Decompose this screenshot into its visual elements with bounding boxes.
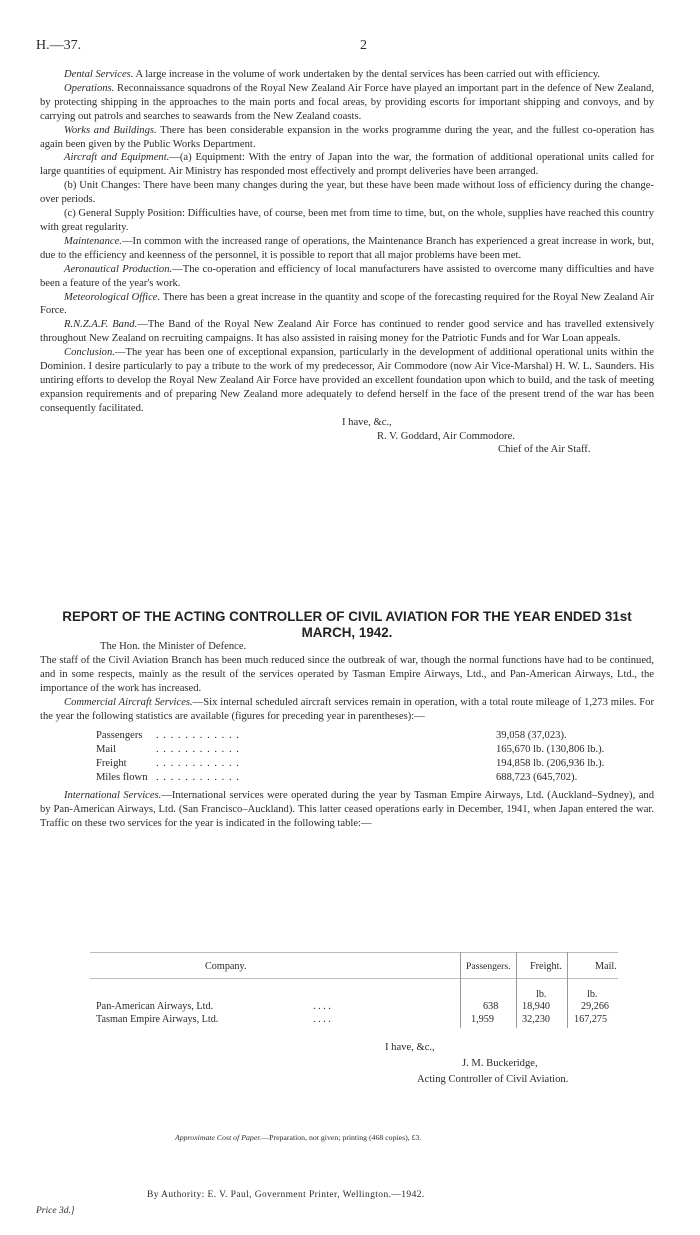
civil-aviation-signature bbox=[40, 1040, 654, 1088]
report-title: REPORT OF THE ACTING CONTROLLER OF CIVIL AVIATION FOR THE YEAR ENDED 31st MARCH, 1942. bbox=[62, 609, 632, 640]
unit-freight: lb. bbox=[536, 989, 547, 1000]
paragraph-conclusion: Conclusion.—The year has been one of exceptional expansion, particularly in the development of additional operational units within the Dominion. I desire particularly to pay a tribute to the work of my predecessor, Air Commodore (now Air Vice-Marshal) H. W. L. Saunders. His untiring efforts to develop the Royal New Zealand Air Force have provided an excellent foundation upon which to build, and the task of meeting expansion requirements and of preparing New Zealand more adequately to defend herself in the face of the present trend of the war has been consequently facilitated. bbox=[40, 347, 654, 414]
paragraph-aeronautical-production: Aeronautical Production.—The co-operation and efficiency of local manufacturers have assisted to overcome many difficulties and have been a feature of the year's work. bbox=[40, 263, 654, 289]
paragraph-international: International Services.—International services were operated during the year by Tasman Empire Airways, Ltd. (Auckland–Sydney), and by Pan-American Airways, Ltd. (San Francisco–Auckland). This latter ceased operations early in December, 1941, when Japan entered the war. Traffic on these two services for the year is indicated in the following table:— bbox=[40, 790, 654, 829]
table-row-mail: 29,266 bbox=[581, 1001, 610, 1012]
document-reference: H.—37. bbox=[36, 38, 82, 53]
price: Price 3d.] bbox=[36, 1206, 75, 1216]
table-row-dots: . . . . bbox=[313, 1014, 331, 1025]
table-row-dots: . . . . bbox=[313, 1001, 331, 1012]
table-header-passengers: Passengers. bbox=[466, 961, 511, 972]
unit-mail: lb. bbox=[587, 989, 598, 1000]
signatory: R. V. Goddard, Air Commodore. bbox=[377, 430, 515, 442]
paragraph-operations: Operations. Reconnaissance squadrons of the Royal New Zealand Air Force have played an important part in the defence of New Zealand, by protecting shipping in the approaches to the main ports and focal areas, by providing escorts for important shipping and convoys, and by carrying out patrols and searches to seawards from the New Zealand coasts. bbox=[40, 82, 654, 122]
stat-row: Passengers . . . . . . . . . . . . 39,058 (37,023). bbox=[96, 730, 567, 742]
table-row-company: Tasman Empire Airways, Ltd. bbox=[96, 1014, 219, 1025]
paragraph-intro: The staff of the Civil Aviation Branch has been much reduced since the outbreak of war, though the normal functions have had to be continued, and in some respects, mainly as the result of the services operated by Tasman Empire Airways, Ltd., and Pan-American Airways, Ltd., the importance of the work has increased. bbox=[40, 654, 654, 694]
stat-row: Miles flown . . . . . . . . . . . . 688,723 (645,702). bbox=[96, 772, 578, 784]
signatory-title: Chief of the Air Staff. bbox=[498, 444, 591, 456]
paragraph-maintenance: Maintenance.—In common with the increased range of operations, the Maintenance Branch has experienced a great increase in work, but, due to the efficiency and keenness of the personnel, it is possible to report that all major problems have been met. bbox=[40, 235, 654, 261]
table-row-passengers: 638 bbox=[483, 1001, 499, 1012]
table-row-passengers: 1,959 bbox=[471, 1014, 494, 1025]
table-row-freight: 32,230 bbox=[522, 1014, 551, 1025]
paragraph-commercial: Commercial Aircraft Services.—Six internal scheduled aircraft services remain in operation, with a total route mileage of 1,273 miles. For the year the following statistics are available (figures for preceding year in parentheses):— bbox=[40, 696, 654, 722]
cost-note: Approximate Cost of Paper.—Preparation, not given; printing (468 copies), £3. bbox=[175, 1133, 422, 1142]
signoff: I have, &c., bbox=[385, 1042, 435, 1053]
table-row-company: Pan-American Airways, Ltd. bbox=[96, 1001, 214, 1012]
paragraph-supply-position: (c) General Supply Position: Difficulties have, of course, been met from time to time, but, on the whole, supplies have reached this country with great regularity. bbox=[40, 208, 654, 233]
paragraph-dental: Dental Services. A large increase in the volume of work undertaken by the dental services has been carried out with efficiency. bbox=[64, 69, 601, 80]
paragraph-aircraft-equipment: Aircraft and Equipment.—(a) Equipment: With the entry of Japan into the war, the formation of additional operational units called for large quantities of equipment. Air Ministry has responded most effectively and prompt deliveries have been arranged. bbox=[40, 152, 654, 178]
paragraph-band: R.N.Z.A.F. Band.—The Band of the Royal New Zealand Air Force has continued to render good service and has travelled extensively throughout New Zealand on recruiting campaigns. It has also assisted in raising money for the Patriotic Funds and for War Loan appeals. bbox=[40, 319, 655, 345]
table-header-freight: Freight. bbox=[530, 961, 562, 972]
table-header-mail: Mail. bbox=[595, 961, 617, 972]
paragraph-meteorological: Meteorological Office. There has been a great increase in the quantity and scope of the forecasting required for the Royal New Zealand Air Force. bbox=[40, 291, 654, 317]
table-header-company: Company. bbox=[205, 961, 247, 972]
signoff: I have, &c., bbox=[342, 416, 392, 428]
paragraph-unit-changes: (b) Unit Changes: There have been many changes during the year, but these have been made without loss of efficiency during the change-over periods. bbox=[40, 180, 654, 206]
page-number: 2 bbox=[360, 38, 367, 53]
stat-row: Freight . . . . . . . . . . . . 194,858 lb. (206,936 lb.). bbox=[96, 758, 605, 770]
signatory-title: Acting Controller of Civil Aviation. bbox=[417, 1074, 569, 1085]
salutation: The Hon. the Minister of Defence. bbox=[100, 641, 247, 652]
printer-imprint: By Authority: E. V. Paul, Government Printer, Wellington.—1942. bbox=[147, 1190, 425, 1200]
signatory: J. M. Buckeridge, bbox=[462, 1058, 538, 1069]
table-row-mail: 167,275 bbox=[574, 1014, 608, 1025]
paragraph-works: Works and Buildings. There has been considerable expansion in the works programme during the year, and the fullest co-operation has again been given by the Public Works Department. bbox=[40, 124, 654, 150]
stat-row: Mail . . . . . . . . . . . . 165,670 lb. (130,806 lb.). bbox=[96, 744, 605, 756]
table-row-freight: 18,940 bbox=[522, 1001, 551, 1012]
